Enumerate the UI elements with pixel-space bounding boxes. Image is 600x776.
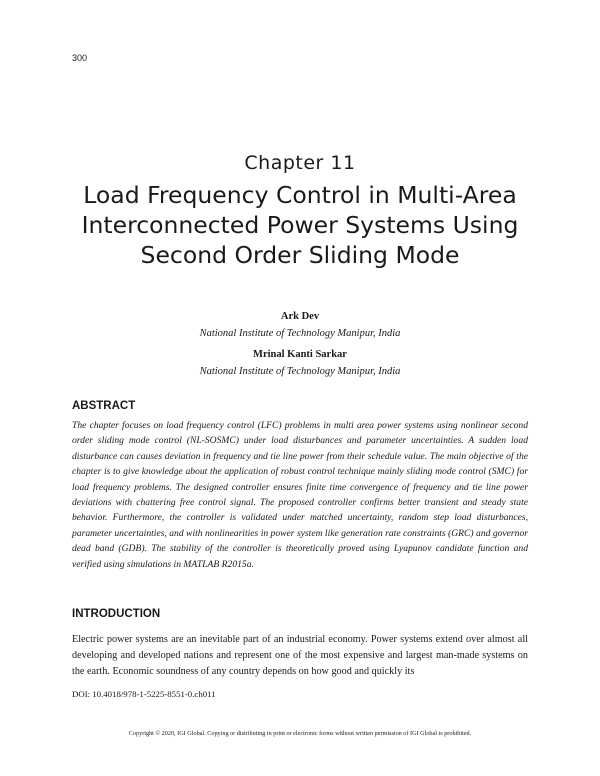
copyright-notice: Copyright © 2020, IGI Global. Copying or distributing in print or electronic forms without written permission of IGI Global is prohibited. [128,730,472,737]
page-number: 300 [72,53,88,63]
author-affiliation-1: National Institute of Technology Manipur, India [199,328,401,339]
author-affiliation-2: National Institute of Technology Manipur, India [199,366,401,377]
introduction-text: Electric power systems are an inevitable part of an industrial economy. Power systems extend over almost all developing and developed nations and represent one of the most expensive and largest man-made systems on the earth. Economic soundness of any country depends on how good and quickly its [72,634,528,678]
author-name-1: Ark Dev [280,311,320,322]
doi-line: DOI: 10.4018/978-1-5225-8551-0.ch011 [72,689,216,699]
chapter-title: Load Frequency Control in Multi-Area Interconnected Power Systems Using Second Order Sliding Mode [81,181,519,269]
abstract-text: The chapter focuses on load frequency control (LFC) problems in multi area power systems using nonlinear second order sliding mode control (NL-SOSMC) under load disturbances and parameter uncertainties. A sudden load disturbance can causes deviation in frequency and tie line power from their schedule value. The main objective of the chapter is to give knowledge about the application of robust control technique mainly sliding mode control (SMC) for load frequency problems. The designed controller ensures finite time convergence of frequency and tie line power deviations with chattering free control signal. The proposed controller confirms better transient and steady state behavior. Furthermore, the controller is validated under matched uncertainty, random step load disturbances, parameter uncertainties, and with nonlinearities in power system like generation rate constraints (GRC) and governor dead band (GDB). The stability of the controller is theoretically proved using Lyapunov candidate function and verified using simulations in MATLAB R2015a. [72,420,528,570]
chapter-label: Chapter 11 [244,152,356,174]
author-name-2: Mrinal Kanti Sarkar [253,349,347,360]
introduction-heading: INTRODUCTION [72,608,161,620]
abstract-heading: ABSTRACT [72,400,136,412]
